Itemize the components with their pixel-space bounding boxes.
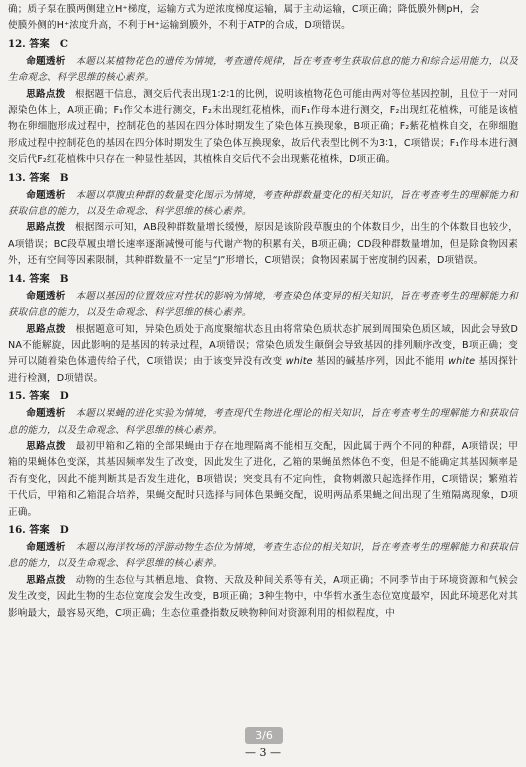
gene-name-italic: white — [448, 356, 476, 368]
gene-name-italic: white — [285, 356, 313, 368]
analysis-text: 本题以果蝇的进化实验为情境，考查现代生物进化理论的相关知识，旨在考查考生的理解能力和获取信息的能力，以及生命观念、科学思维的核心素养。 — [8, 408, 519, 436]
solution-text: 根据题干信息，测交后代表出现1∶2∶1的比例，说明该植物花色可能由两对等位基因控制，且位于一对同源染色体上，A项正确；F₁作父本进行测交，F₂未出现红花植株，而F₁作母本进行测交，F₂出现红花植株，可能是该植物在卵细胞形成过程中，控制花色的基因在四分体时期发生了染色体互换现象，B项正确；F₂紫花植株自交，在卵细胞形成过程中控制花色的基因在四分体时期发生了染色体互换现象，故后代表型比例不为3∶1，C项错误；F₁作母本进行测交后代F₂红花植株中只存在一种显性基因，其植株自交后代不会出现紫花植株，D项正确。 — [8, 88, 519, 166]
solution-tag: 思路点拨 — [26, 323, 66, 335]
solution-paragraph — [8, 439, 518, 521]
analysis-text: 本题以草腹虫种群的数量变化图示为情境，考查种群数量变化的相关知识，旨在考查考生的理解能力和获取信息的能力，以及生命观念、科学思维的核心素养。 — [8, 189, 519, 218]
analysis-paragraph — [8, 289, 518, 322]
question-12 — [8, 36, 518, 169]
analysis-paragraph — [8, 54, 518, 87]
analysis-paragraph — [8, 406, 518, 439]
analysis-text: 本题以海洋牧场的浮游动物生态位为情境，考查生态位的相关知识，旨在考查考生的理解能力和获取信息的能力，以及生命观念、科学思维的核心素养。 — [8, 541, 519, 570]
solution-paragraph — [8, 220, 518, 269]
analysis-text: 本题以基因的位置效应对性状的影响为情境，考查染色体变异的相关知识，旨在考查考生的理解能力和获取信息的能力，以及生命观念、科学思维的核心素养。 — [8, 290, 519, 319]
solution-tag: 思路点拨 — [26, 88, 66, 100]
page-number: — 3 — — [245, 746, 281, 759]
analysis-paragraph — [8, 540, 518, 573]
solution-text: 动物的生态位与其栖息地、食物、天敌及种间关系等有关，A项正确；不同季节由于环境资源和气候会发生改变，因此生物的生态位宽度会发生改变，B项正确；3种生物中，中华哲水蚤生态位宽度最窄，因此环境恶化对其影响最大，最容易灭绝，C项正确；生态位重叠指数反映物种间对资源利用的相似程度，中 — [8, 574, 519, 619]
analysis-tag: 命题透析 — [26, 189, 66, 201]
page-indicator-badge[interactable]: 3/6 — [245, 727, 283, 744]
solution-tag: 思路点拨 — [26, 440, 66, 452]
answer-heading: 12. 答案 C — [8, 37, 68, 50]
carryover-line-1: 确；质子泵在膜两侧建立H⁺梯度，运输方式为逆浓度梯度运输，属于主动运输，C项正确；降低膜外侧pH，会 — [8, 4, 480, 15]
answer-heading: 13. 答案 B — [8, 171, 69, 184]
analysis-text: 本题以某植物花色的遗传为情境，考查遗传规律，旨在考查考生获取信息的能力和综合运用能力，以及生命观念、科学思维的核心素养。 — [8, 55, 519, 84]
solution-text-part-2: 基因的碱基序列，因此不能用 — [316, 356, 445, 368]
analysis-tag: 命题透析 — [26, 55, 66, 67]
answer-heading: 16. 答案 D — [8, 523, 69, 536]
analysis-tag: 命题透析 — [26, 541, 66, 553]
carryover-line-2: 使膜外侧的H⁺浓度升高，不利于H⁺运输到膜外，不利于ATP的合成，D项错误。 — [8, 20, 351, 32]
solution-paragraph — [8, 573, 518, 622]
solution-tag: 思路点拨 — [26, 222, 66, 234]
solution-text-part-3: 基因探针进行检测，D项错误。 — [8, 356, 518, 384]
solution-tag: 思路点拨 — [26, 574, 66, 586]
answer-heading: 14. 答案 B — [8, 272, 69, 285]
question-15 — [8, 388, 518, 521]
question-13 — [8, 170, 518, 270]
analysis-paragraph — [8, 188, 518, 221]
solution-text-part-1: 根据题意可知，异染色质处于高度聚缩状态且由将常染色质状态扩展到周围染色质区域，因此会导致DNA不能解旋，因此影响的是基因的转录过程，A项错误；常染色质发生颠倒会导致基因的排列顺序改变，B项正确；变异可以随着染色体遗传给子代，C项错误；由于该变异没有改变 — [8, 323, 518, 368]
solution-text: 根据图示可知，AB段种群数量增长缓慢，原因是该阶段草腹虫的个体数目少，出生的个体数目也较少，A项错误；BC段草履虫增长速率逐渐减慢可能与代谢产物的积累有关，B项正确；CD段种群数量增加，但是除食物因素外，还有空间等因素限制，其种群数量不一定呈“J”形增长，C项错误；食物因素属于密度制约因素，D项错误。 — [8, 222, 518, 267]
solution-text: 最初甲箱和乙箱的全部果蝇由于存在地理隔离不能相互交配，因此属于两个不同的种群，A项错误；甲箱的果蝇体色变深，其基因频率发生了改变，因此发生了进化，乙箱的果蝇虽然体色不变，但是不能确定其基因频率是否有变化，因此不能判断其是否发生进化，B项错误；突变具有不定向性，食物刺激只起选择作用，C项错误；繁殖若干代后，甲箱和乙箱混合培养，果蝇交配时只选择与同体色果蝇交配，说明两品系果蝇之间出现了生殖隔离现象，D项正确。 — [8, 440, 519, 518]
question-14 — [8, 271, 518, 387]
solution-paragraph — [8, 322, 518, 388]
question-16 — [8, 522, 518, 622]
solution-paragraph — [8, 87, 518, 169]
analysis-tag: 命题透析 — [26, 408, 66, 420]
analysis-tag: 命题透析 — [26, 290, 66, 302]
answer-heading: 15. 答案 D — [8, 390, 69, 403]
